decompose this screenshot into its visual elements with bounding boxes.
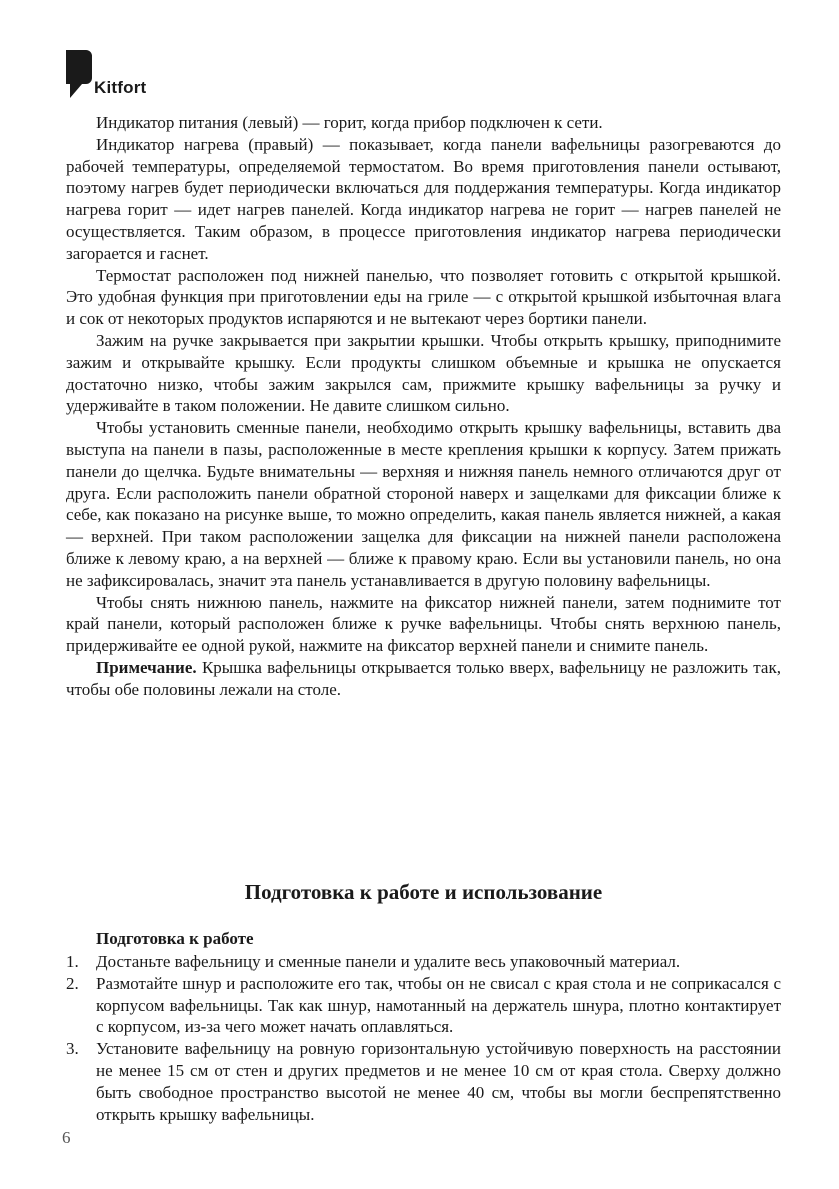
kitfort-logo-icon [66, 50, 94, 100]
subsection-title: Подготовка к работе [96, 929, 254, 948]
step-number: 1. [66, 952, 79, 971]
note-label: Примечание. [96, 657, 197, 677]
step-number: 3. [66, 1039, 79, 1059]
paragraph: Зажим на ручке закрывается при закрытии крышки. Чтобы открыть крышку, приподнимите зажим и открывайте крышку. Если продукты слишком объемные и крышка не опускается достаточно низко, чтобы зажим закрылся сам, прижмите крышку вафельницы за ручку и удерживайте в таком положении. Не давите слишком сильно. [66, 330, 781, 416]
paragraph: Термостат расположен под нижней панелью, что позволяет готовить с открытой крышкой. Это удобная функция при приготовлении еды на гриле — с открытой крышкой избыточная влага и сок от некоторых продуктов испаряются и не вытекают через бортики панели. [66, 265, 781, 329]
step-number: 2. [66, 973, 79, 993]
step-text: Размотайте шнур и расположите его так, чтобы он не свисал с края стола и не соприкасался с корпусом вафельницы. Так как шнур, намотанный на держатель шнура, плотно контактирует с корпусом, из-за чего может начать оплавляться. [96, 973, 781, 1037]
paragraph: Индикатор питания (левый) — горит, когда прибор подключен к сети. [96, 113, 603, 132]
page-number: 6 [62, 1128, 71, 1147]
list-item [66, 951, 781, 973]
paragraph: Чтобы снять нижнюю панель, нажмите на фиксатор нижней панели, затем поднимите тот край панели, который расположен ближе к ручке вафельницы. Чтобы снять верхнюю панель, придерживайте ее одной рукой, нажмите на фиксатор верхней панели и снимите панель. [66, 592, 781, 656]
note-paragraph [66, 657, 781, 701]
brand-name: Kitfort [94, 78, 147, 97]
paragraph: Чтобы установить сменные панели, необходимо открыть крышку вафельницы, вставить два выступа на панели в пазы, расположенные в месте крепления крышки к корпусу. Затем прижать панели до щелчка. Будьте внимательны — верхняя и нижняя панель немного отличаются друг от друга. Если расположить панели обратной стороной наверх и защелками для фиксации ближе к себе, как показано на рисунке выше, то можно определить, какая панель является нижней, а какая — верхней. При таком расположении защелка для фиксации на нижней панели расположена ближе к левому краю, а на верхней — ближе к правому краю. Если вы установили панель, но она не зафиксировалась, значит эта панель устанавливается в другую половину вафельницы. [66, 418, 781, 590]
list-item [66, 973, 781, 1038]
step-text: Установите вафельницу на ровную горизонтальную устойчивую поверхность на расстоянии не менее 15 см от стен и других предметов и не менее 10 см от края стола. Сверху должно быть свободное пространство высотой не менее 40 см, чтобы вы могли беспрепятственно открыть крышку вафельницы. [96, 1039, 781, 1124]
main-text [66, 112, 781, 701]
brand-logo [66, 50, 186, 100]
step-text: Достаньте вафельницу и сменные панели и удалите весь упаковочный материал. [96, 952, 681, 971]
list-item [66, 1038, 781, 1125]
note-text: Крышка вафельницы открывается только вверх, вафельницу не разложить так, чтобы обе половины лежали на столе. [66, 657, 781, 699]
steps-list [66, 951, 781, 1125]
paragraph: Индикатор нагрева (правый) — показывает, когда панели вафельницы разогреваются до рабочей температуры, определяемой термостатом. Во время приготовления панели остывают, поэтому нагрев будет периодически включаться для поддержания температуры. Когда индикатор нагрева горит — идет нагрев панелей. Когда индикатор нагрева не горит — нагрев панелей не осуществляется. Таким образом, в процессе приготовления индикатор нагрева периодически загорается и гаснет. [66, 134, 781, 263]
section-title: Подготовка к работе и использование [244, 880, 603, 904]
